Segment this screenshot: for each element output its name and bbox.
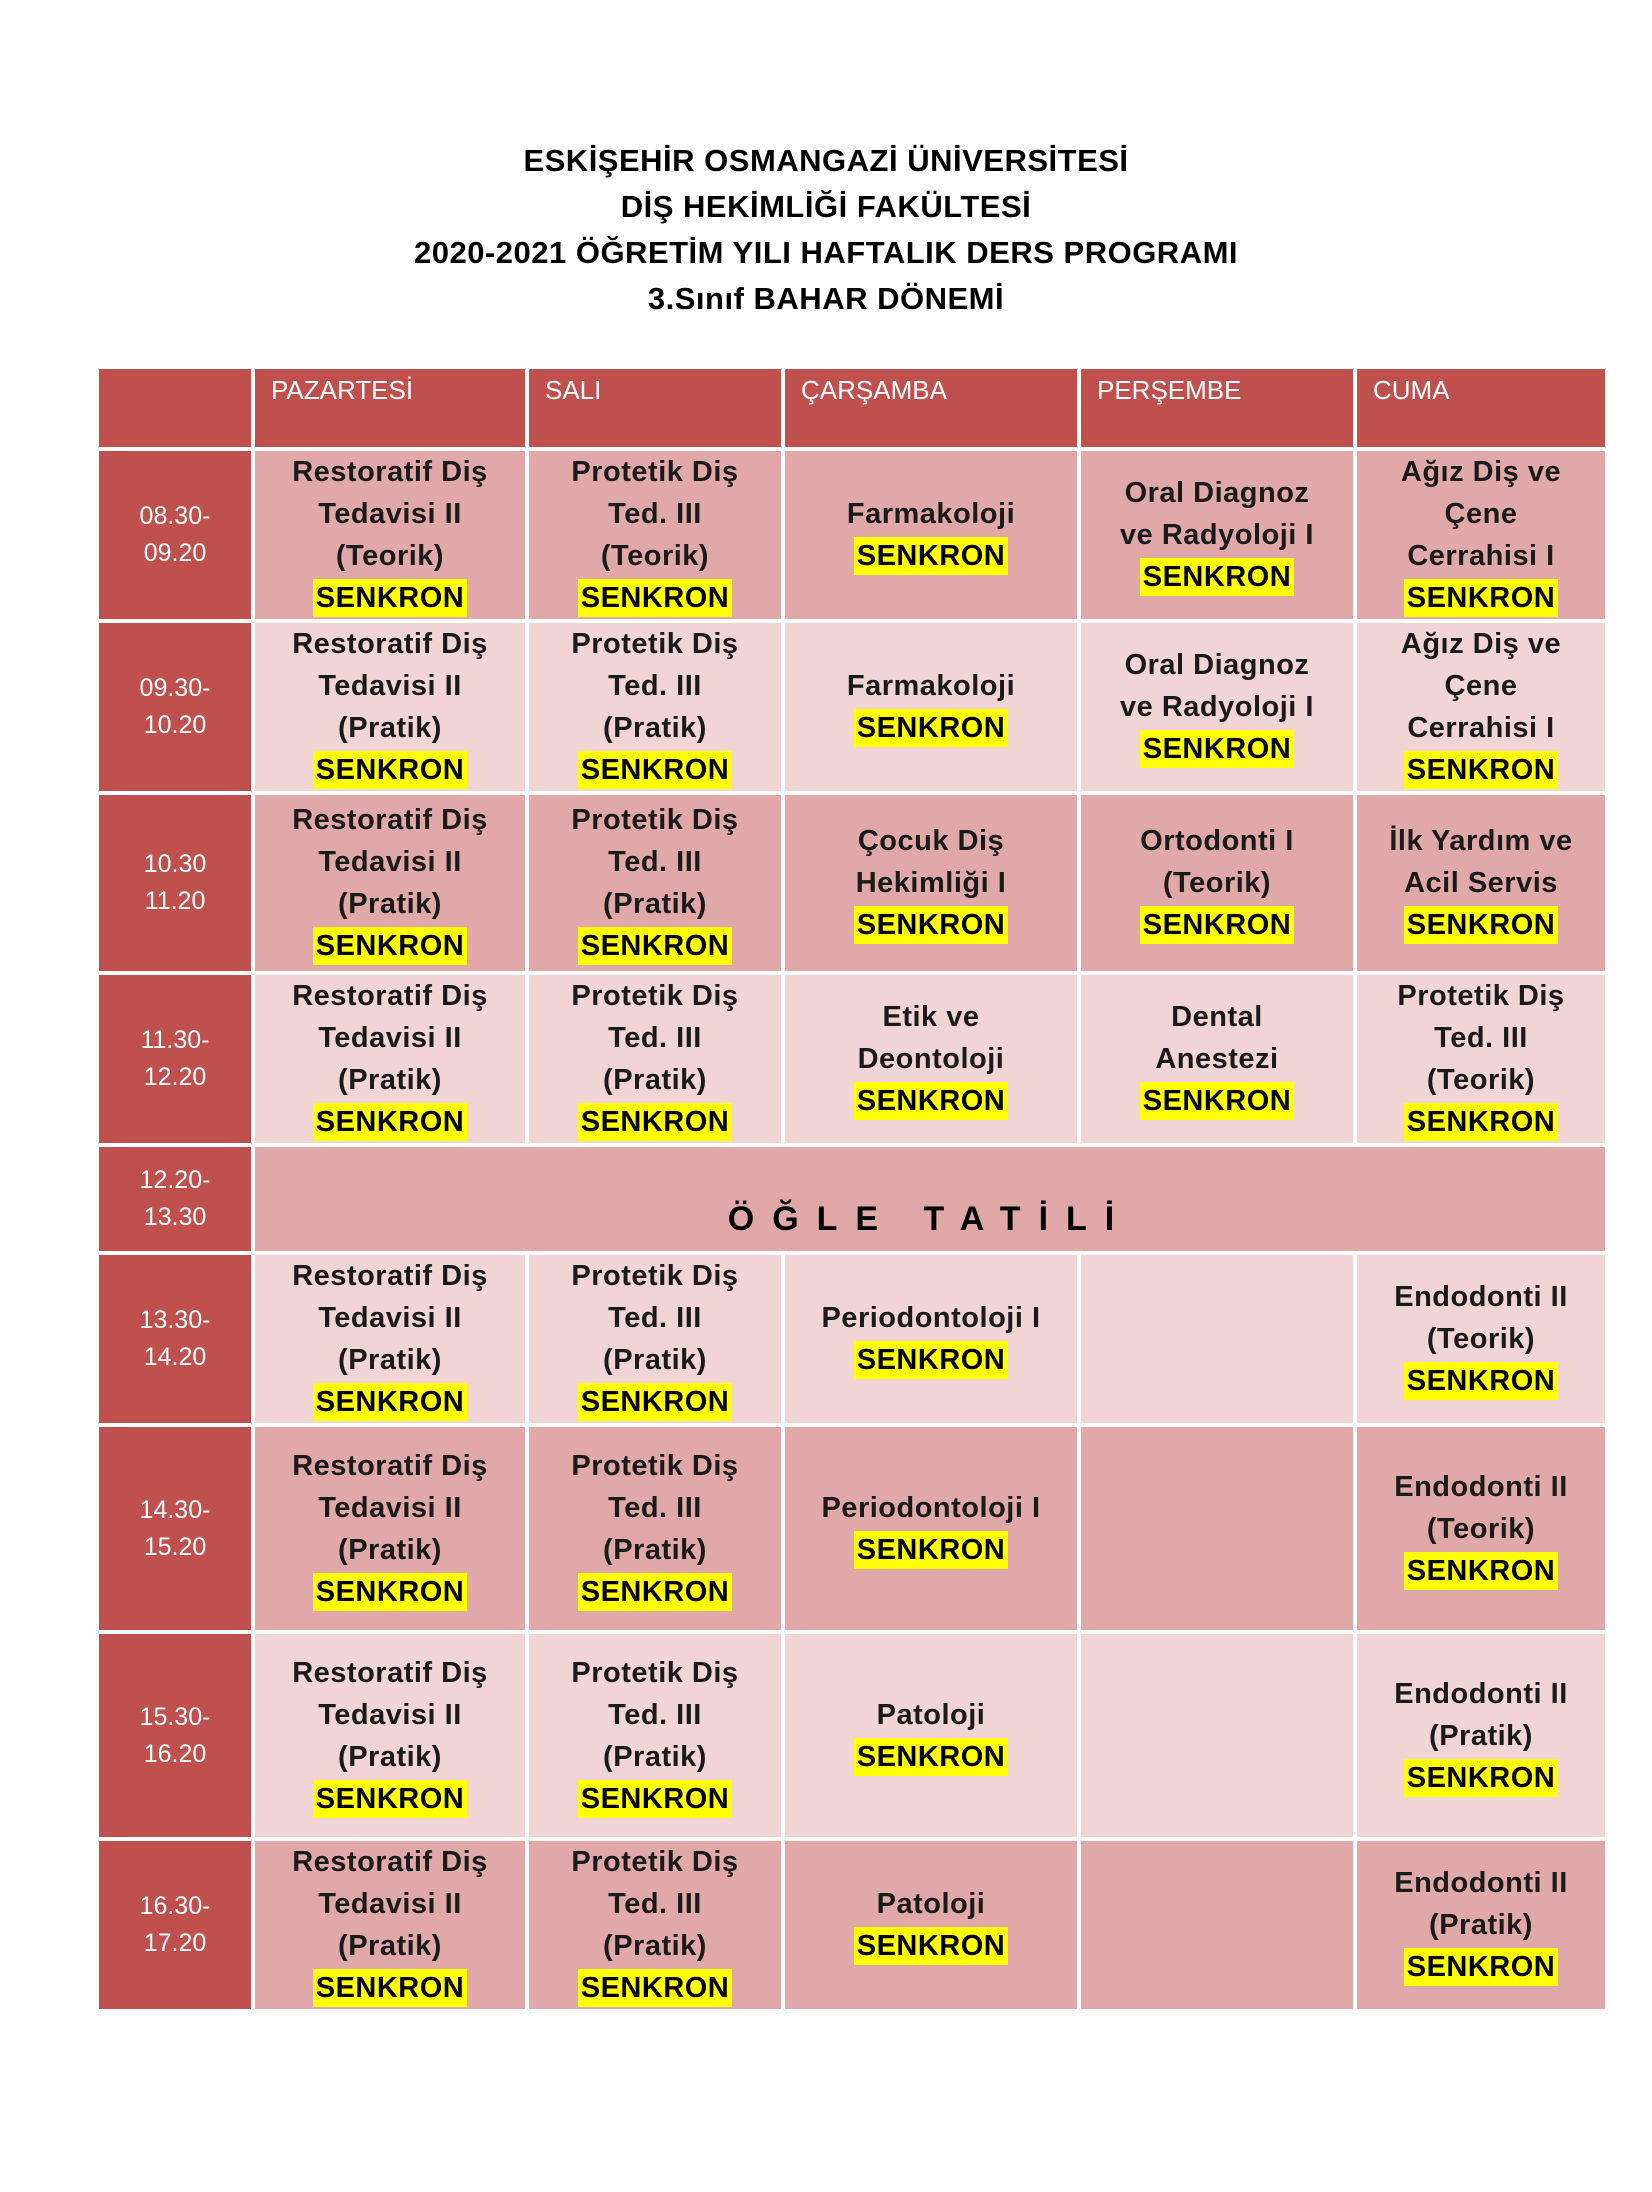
course-name-line: Ted. III <box>608 1888 702 1920</box>
course-name-line: (Pratik) <box>338 1740 442 1773</box>
course-cell-monday <box>255 1255 525 1423</box>
course-name-line: Restoratif Diş <box>292 1656 488 1689</box>
time-start: 09.30- <box>139 674 211 702</box>
senkron-badge: SENKRON <box>1140 558 1295 596</box>
course-name-line: Patoloji <box>876 1698 986 1731</box>
senkron-wrapper <box>785 535 1077 577</box>
course-name-line: Protetik Diş <box>1397 980 1565 1012</box>
senkron-badge: SENKRON <box>313 1573 468 1611</box>
course-cell-thursday <box>1081 623 1353 791</box>
course-name-line: Protetik Diş <box>571 980 739 1012</box>
time-end: 17.20 <box>143 1929 207 1957</box>
table-row <box>99 1255 1605 1423</box>
time-start: 08.30- <box>139 502 211 530</box>
senkron-wrapper <box>785 1339 1077 1381</box>
course-name-line: Farmakoloji <box>846 498 1016 530</box>
senkron-wrapper <box>529 1101 781 1143</box>
course-name-line: Tedavisi II <box>318 498 462 530</box>
course-name-line: Çocuk Diş <box>857 825 1005 857</box>
time-start: 14.30- <box>139 1495 211 1524</box>
senkron-badge: SENKRON <box>1404 1948 1559 1986</box>
senkron-badge: SENKRON <box>1404 1759 1559 1797</box>
senkron-wrapper <box>785 1925 1077 1967</box>
course-cell-tuesday <box>529 1255 781 1423</box>
senkron-badge: SENKRON <box>313 1969 468 2007</box>
senkron-wrapper <box>1357 749 1605 791</box>
senkron-wrapper <box>1357 1757 1605 1799</box>
senkron-wrapper <box>1357 1946 1605 1988</box>
day-header-tuesday: SALI <box>529 369 781 447</box>
course-name-line: Endodonti II <box>1394 1470 1568 1503</box>
course-cell-friday <box>1357 1427 1605 1630</box>
course-cell-friday <box>1357 975 1605 1143</box>
course-cell-friday <box>1357 1841 1605 2009</box>
course-name-line: Anestezi <box>1155 1043 1279 1075</box>
senkron-badge: SENKRON <box>1404 1362 1559 1400</box>
senkron-wrapper <box>1081 1080 1353 1122</box>
course-cell-thursday <box>1081 1634 1353 1837</box>
table-row <box>99 1841 1605 2009</box>
senkron-badge: SENKRON <box>1404 1103 1559 1141</box>
course-name-line: (Pratik) <box>603 1064 707 1096</box>
course-name-line: Tedavisi II <box>318 1302 462 1334</box>
senkron-wrapper <box>1357 904 1605 946</box>
senkron-wrapper <box>529 1381 781 1423</box>
senkron-badge: SENKRON <box>854 1531 1009 1569</box>
course-name-line: (Pratik) <box>603 888 707 920</box>
time-start: 10.30 <box>143 850 207 878</box>
senkron-wrapper <box>785 904 1077 946</box>
senkron-wrapper <box>1357 1550 1605 1592</box>
table-row <box>99 1147 1605 1251</box>
table-row <box>99 795 1605 971</box>
course-name-line: Protetik Diş <box>571 804 739 836</box>
senkron-badge: SENKRON <box>854 537 1009 575</box>
senkron-badge: SENKRON <box>313 579 468 617</box>
senkron-wrapper <box>529 1967 781 2009</box>
senkron-badge: SENKRON <box>1404 906 1559 944</box>
course-cell-thursday <box>1081 1427 1353 1630</box>
senkron-badge: SENKRON <box>578 1969 733 2007</box>
senkron-wrapper <box>529 1778 781 1820</box>
course-name-line: Çene <box>1444 498 1518 530</box>
day-header-wednesday: ÇARŞAMBA <box>785 369 1077 447</box>
course-name-line: (Pratik) <box>338 1533 442 1566</box>
course-name-line: Etik ve <box>882 1001 980 1033</box>
course-name-line: Ağız Diş ve <box>1400 456 1562 488</box>
senkron-wrapper <box>1081 904 1353 946</box>
course-name-line: (Pratik) <box>338 888 442 920</box>
time-slot <box>99 1427 251 1630</box>
table-row <box>99 451 1605 619</box>
course-name-line: (Teorik) <box>1426 1512 1536 1545</box>
course-cell-monday <box>255 1634 525 1837</box>
course-name-line: Ted. III <box>608 1491 702 1524</box>
course-name-line: (Pratik) <box>603 1930 707 1962</box>
course-cell-tuesday <box>529 1634 781 1837</box>
course-name-line: Protetik Diş <box>571 628 739 660</box>
course-cell-wednesday <box>785 1634 1077 1837</box>
course-name-line: Oral Diagnoz <box>1124 649 1310 681</box>
senkron-wrapper <box>529 925 781 967</box>
senkron-badge: SENKRON <box>1404 751 1559 789</box>
course-name-line: Çene <box>1444 670 1518 702</box>
course-cell-friday <box>1357 451 1605 619</box>
senkron-badge: SENKRON <box>854 709 1009 747</box>
course-cell-friday <box>1357 1634 1605 1837</box>
course-name-line: Protetik Diş <box>571 1449 739 1482</box>
course-name-line: Periodontoloji I <box>821 1491 1041 1524</box>
document-title <box>0 138 1652 322</box>
senkron-badge: SENKRON <box>854 1341 1009 1379</box>
time-start: 15.30- <box>139 1702 211 1731</box>
time-start: 12.20- <box>139 1166 211 1194</box>
time-slot <box>99 1634 251 1837</box>
senkron-wrapper <box>785 1736 1077 1778</box>
senkron-badge: SENKRON <box>313 1780 468 1818</box>
course-name-line: Restoratif Diş <box>292 804 488 836</box>
senkron-badge: SENKRON <box>854 1927 1009 1965</box>
senkron-badge: SENKRON <box>1404 579 1559 617</box>
senkron-badge: SENKRON <box>1140 1082 1295 1120</box>
course-name-line: (Pratik) <box>338 1344 442 1376</box>
time-end: 14.20 <box>143 1343 207 1371</box>
course-cell-wednesday <box>785 623 1077 791</box>
course-name-line: (Pratik) <box>338 712 442 744</box>
course-name-line: Acil Servis <box>1404 867 1558 899</box>
course-name-line: Ağız Diş ve <box>1400 628 1562 660</box>
course-cell-tuesday <box>529 451 781 619</box>
table-row <box>99 623 1605 791</box>
course-cell-tuesday <box>529 1841 781 2009</box>
senkron-badge: SENKRON <box>313 1383 468 1421</box>
senkron-badge: SENKRON <box>313 751 468 789</box>
course-name-line: Farmakoloji <box>846 670 1016 702</box>
course-name-line: (Pratik) <box>338 1064 442 1096</box>
course-cell-tuesday <box>529 795 781 971</box>
course-name-line: Tedavisi II <box>318 846 462 878</box>
course-name-line: Ted. III <box>608 846 702 878</box>
senkron-badge: SENKRON <box>578 1573 733 1611</box>
course-name-line: Tedavisi II <box>318 1698 462 1731</box>
course-cell-wednesday <box>785 1841 1077 2009</box>
time-end: 13.30 <box>143 1203 207 1231</box>
senkron-badge: SENKRON <box>578 579 733 617</box>
course-name-line: Endodonti II <box>1394 1281 1568 1313</box>
course-cell-friday <box>1357 795 1605 971</box>
senkron-wrapper <box>255 1778 525 1820</box>
course-name-line: İlk Yardım ve <box>1389 825 1573 857</box>
course-cell-wednesday <box>785 1427 1077 1630</box>
day-header-monday: PAZARTESİ <box>255 369 525 447</box>
course-cell-thursday <box>1081 975 1353 1143</box>
course-name-line: Tedavisi II <box>318 1022 462 1054</box>
senkron-badge: SENKRON <box>578 751 733 789</box>
course-name-line: Endodonti II <box>1394 1677 1568 1710</box>
title-program: 2020-2021 ÖĞRETİM YILI HAFTALIK DERS PROGRAMI <box>413 235 1239 270</box>
course-name-line: Oral Diagnoz <box>1124 477 1310 509</box>
time-slot <box>99 975 251 1143</box>
senkron-badge: SENKRON <box>578 1103 733 1141</box>
course-cell-monday <box>255 451 525 619</box>
day-header-thursday: PERŞEMBE <box>1081 369 1353 447</box>
course-name-line: ve Radyoloji I <box>1120 519 1314 551</box>
course-name-line: (Pratik) <box>603 1533 707 1566</box>
time-start: 13.30- <box>139 1306 211 1334</box>
senkron-wrapper <box>255 925 525 967</box>
day-header-friday: CUMA <box>1357 369 1605 447</box>
course-cell-thursday <box>1081 795 1353 971</box>
course-name-line: Restoratif Diş <box>292 1846 488 1878</box>
course-name-line: (Teorik) <box>1162 867 1272 899</box>
course-cell-monday <box>255 975 525 1143</box>
course-cell-wednesday <box>785 451 1077 619</box>
course-name-line: Restoratif Diş <box>292 1449 488 1482</box>
course-name-line: (Pratik) <box>603 712 707 744</box>
senkron-badge: SENKRON <box>313 927 468 965</box>
senkron-wrapper <box>529 749 781 791</box>
course-cell-thursday <box>1081 1841 1353 2009</box>
senkron-badge: SENKRON <box>1140 906 1295 944</box>
course-name-line: (Teorik) <box>1426 1323 1536 1355</box>
time-end: 10.20 <box>143 711 207 739</box>
course-cell-thursday <box>1081 1255 1353 1423</box>
senkron-wrapper <box>785 707 1077 749</box>
senkron-wrapper <box>785 1080 1077 1122</box>
header-corner <box>99 369 251 447</box>
course-name-line: Restoratif Diş <box>292 628 488 660</box>
time-slot <box>99 1147 251 1251</box>
course-name-line: Dental <box>1171 1001 1263 1033</box>
course-cell-tuesday <box>529 623 781 791</box>
senkron-badge: SENKRON <box>578 1780 733 1818</box>
time-end: 09.20 <box>143 539 207 567</box>
table-row <box>99 1427 1605 1630</box>
senkron-badge: SENKRON <box>313 1103 468 1141</box>
course-name-line: Endodonti II <box>1394 1867 1568 1899</box>
course-name-line: Ted. III <box>608 1022 702 1054</box>
senkron-wrapper <box>255 1571 525 1613</box>
time-slot <box>99 451 251 619</box>
course-cell-wednesday <box>785 1255 1077 1423</box>
senkron-wrapper <box>1357 1101 1605 1143</box>
time-slot <box>99 1841 251 2009</box>
senkron-badge: SENKRON <box>854 1738 1009 1776</box>
course-name-line: (Teorik) <box>1426 1064 1536 1096</box>
time-slot <box>99 795 251 971</box>
senkron-wrapper <box>255 1381 525 1423</box>
course-cell-wednesday <box>785 795 1077 971</box>
time-end: 16.20 <box>143 1739 207 1768</box>
course-name-line: (Pratik) <box>603 1344 707 1376</box>
senkron-wrapper <box>529 1571 781 1613</box>
course-cell-thursday <box>1081 451 1353 619</box>
course-name-line: (Pratik) <box>1429 1909 1533 1941</box>
time-slot <box>99 623 251 791</box>
course-cell-monday <box>255 795 525 971</box>
lunch-break: ÖĞLE TATİLİ <box>255 1147 1605 1251</box>
course-name-line: Tedavisi II <box>318 1491 462 1524</box>
course-name-line: Ted. III <box>608 498 702 530</box>
course-name-line: Hekimliği I <box>855 867 1007 899</box>
course-name-line: ve Radyoloji I <box>1120 691 1314 723</box>
schedule-table <box>95 365 1609 2013</box>
course-cell-monday <box>255 1427 525 1630</box>
course-name-line: Patoloji <box>876 1888 986 1920</box>
senkron-badge: SENKRON <box>854 906 1009 944</box>
senkron-wrapper <box>785 1529 1077 1571</box>
schedule-body <box>99 451 1605 2009</box>
senkron-wrapper <box>1357 1360 1605 1402</box>
senkron-wrapper <box>255 1101 525 1143</box>
course-cell-tuesday <box>529 975 781 1143</box>
senkron-badge: SENKRON <box>1140 730 1295 768</box>
course-name-line: (Pratik) <box>1429 1719 1533 1752</box>
course-name-line: Restoratif Diş <box>292 1260 488 1292</box>
course-name-line: Restoratif Diş <box>292 456 488 488</box>
course-cell-tuesday <box>529 1427 781 1630</box>
title-term: 3.Sınıf BAHAR DÖNEMİ <box>647 281 1005 316</box>
time-start: 16.30- <box>139 1892 211 1920</box>
senkron-badge: SENKRON <box>578 927 733 965</box>
time-end: 11.20 <box>144 887 206 915</box>
course-name-line: Ted. III <box>1434 1022 1528 1054</box>
course-name-line: Ted. III <box>608 1698 702 1731</box>
time-end: 15.20 <box>143 1532 207 1561</box>
senkron-badge: SENKRON <box>854 1082 1009 1120</box>
course-name-line: Restoratif Diş <box>292 980 488 1012</box>
title-university: ESKİŞEHİR OSMANGAZİ ÜNİVERSİTESİ <box>523 143 1129 178</box>
senkron-wrapper <box>529 577 781 619</box>
course-name-line: Protetik Diş <box>571 1846 739 1878</box>
senkron-badge: SENKRON <box>1404 1552 1559 1590</box>
senkron-wrapper <box>1357 577 1605 619</box>
course-name-line: (Pratik) <box>603 1740 707 1773</box>
course-name-line: Tedavisi II <box>318 1888 462 1920</box>
table-row <box>99 1634 1605 1837</box>
course-name-line: Ortodonti I <box>1140 825 1294 857</box>
senkron-wrapper <box>255 749 525 791</box>
time-slot <box>99 1255 251 1423</box>
course-name-line: Cerrahisi I <box>1407 540 1555 572</box>
table-row <box>99 975 1605 1143</box>
senkron-badge: SENKRON <box>578 1383 733 1421</box>
title-faculty: DİŞ HEKİMLİĞİ FAKÜLTESİ <box>620 189 1032 224</box>
course-name-line: Cerrahisi I <box>1407 712 1555 744</box>
course-name-line: Tedavisi II <box>318 670 462 702</box>
course-name-line: Deontoloji <box>857 1043 1005 1075</box>
course-name-line: Protetik Diş <box>571 1656 739 1689</box>
course-cell-friday <box>1357 1255 1605 1423</box>
senkron-wrapper <box>255 577 525 619</box>
course-cell-monday <box>255 623 525 791</box>
course-name-line: Periodontoloji I <box>821 1302 1041 1334</box>
course-name-line: Ted. III <box>608 670 702 702</box>
course-name-line: (Teorik) <box>600 540 710 572</box>
course-name-line: Protetik Diş <box>571 1260 739 1292</box>
senkron-wrapper <box>255 1967 525 2009</box>
course-name-line: Protetik Diş <box>571 456 739 488</box>
header-row <box>99 369 1605 447</box>
senkron-wrapper <box>1081 556 1353 598</box>
time-start: 11.30- <box>140 1026 210 1054</box>
course-cell-friday <box>1357 623 1605 791</box>
course-name-line: (Teorik) <box>335 540 445 572</box>
course-name-line: Ted. III <box>608 1302 702 1334</box>
course-cell-wednesday <box>785 975 1077 1143</box>
course-cell-monday <box>255 1841 525 2009</box>
senkron-wrapper <box>1081 728 1353 770</box>
course-name-line: (Pratik) <box>338 1930 442 1962</box>
time-end: 12.20 <box>143 1063 207 1091</box>
